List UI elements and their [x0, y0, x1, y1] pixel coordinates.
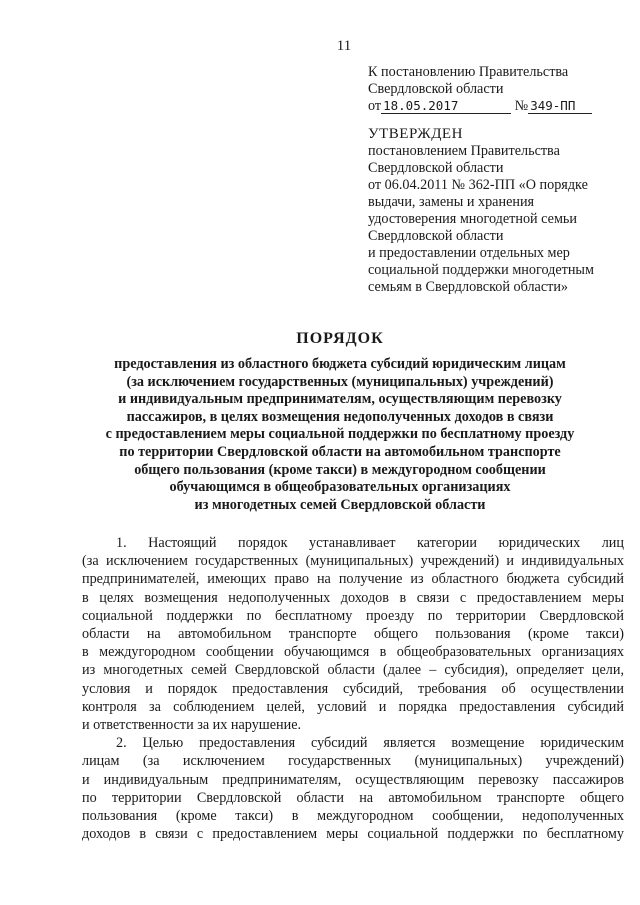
- subtitle-line: общего пользования (кроме такси) в междугородном сообщении: [134, 461, 546, 478]
- number-prefix: №: [514, 98, 529, 114]
- paragraph-line: доходов в связи с предоставлением меры социальной поддержки по бесплатному: [82, 826, 624, 843]
- approval-line: удостоверения многодетной семьи: [368, 211, 577, 227]
- subtitle-line: из многодетных семей Свердловской области: [194, 496, 486, 513]
- attachment-block: [368, 64, 618, 115]
- attachment-line: Свердловской области: [368, 81, 504, 97]
- paragraph-line: в целях возмещения недополученных доходов в связи с предоставлением меры: [82, 589, 624, 606]
- subtitle-line: и индивидуальным предпринимателям, осуществляющим перевозку: [118, 391, 562, 408]
- approval-line: семьям в Свердловской области»: [368, 279, 569, 295]
- paragraph-line: предпринимателей, имеющих право на получение из областного бюджета субсидий: [82, 571, 624, 588]
- paragraph-line: по территории Свердловской области на автомобильном транспорте общего: [82, 789, 624, 806]
- subtitle-line: пассажиров, в целях возмещения недополученных доходов в связи: [126, 408, 554, 425]
- subtitle-line: обучающимся в общеобразовательных организациях: [169, 479, 511, 496]
- subtitle-line: с предоставлением меры социальной поддержки по бесплатному проезду: [105, 426, 575, 443]
- paragraph-line: 2. Целью предоставления субсидий является возмещение юридическим: [116, 735, 624, 752]
- approval-line: Свердловской области: [368, 228, 504, 244]
- subtitle-line: по территории Свердловской области на автомобильном транспорте: [119, 443, 561, 460]
- paragraph-line: лицам (за исключением государственных (муниципальных) учреждений): [82, 753, 624, 770]
- date-value: 18.05.2017: [381, 99, 511, 114]
- paragraph-line: пользования (кроме такси) в междугородном сообщении, недополученных: [82, 808, 624, 825]
- paragraph-line: в междугородном сообщении обучающимся в общеобразовательных организациях: [82, 644, 624, 661]
- number-value: 349-ПП: [528, 99, 592, 114]
- document-title-block: [60, 330, 620, 514]
- paragraph-line: социальной поддержки по бесплатному проезду по территории Свердловской: [82, 607, 624, 624]
- approval-line: постановлением Правительства: [368, 143, 560, 159]
- paragraph-2: [82, 734, 624, 843]
- paragraph-line: (за исключением государственных (муниципальных) учреждений) и индивидуальных: [82, 553, 624, 570]
- paragraph-line: области на автомобильном транспорте общего пользования (кроме такси): [82, 626, 624, 643]
- document-title: ПОРЯДОК: [296, 330, 384, 347]
- paragraph-line: и ответственности за их нарушение.: [82, 717, 302, 734]
- date-prefix: от: [368, 98, 382, 114]
- paragraph-1: [82, 534, 624, 734]
- paragraph-line: и индивидуальным предпринимателям, осуществляющим перевозку пассажиров: [82, 771, 624, 788]
- approval-line: от 06.04.2011 № 362-ПП «О порядке: [368, 177, 588, 193]
- paragraph-line: контроля за соблюдением целей, условий и порядка предоставления субсидий: [82, 698, 624, 715]
- paragraph-line: из многодетных семей Свердловской области (далее – субсидия), определяет цели,: [82, 662, 624, 679]
- approval-heading: УТВЕРЖДЕН: [368, 126, 463, 142]
- page-number: 11: [336, 38, 352, 54]
- subtitle-line: (за исключением государственных (муниципальных) учреждений): [126, 373, 554, 390]
- paragraph-line: 1. Настоящий порядок устанавливает категории юридических лиц: [116, 535, 624, 551]
- document-subtitle: [60, 356, 620, 514]
- approval-line: выдачи, замены и хранения: [368, 194, 535, 210]
- attachment-date-line: [368, 98, 618, 115]
- approval-line: Свердловской области: [368, 160, 504, 176]
- paragraph-line: условия и порядок предоставления субсидий, требования об осуществлении: [82, 680, 624, 697]
- subtitle-line: предоставления из областного бюджета субсидий юридическим лицам: [114, 356, 566, 372]
- approval-line: и предоставлении отдельных мер: [368, 245, 570, 261]
- approval-block: [368, 126, 618, 296]
- attachment-line: К постановлению Правительства: [368, 64, 569, 80]
- approval-line: социальной поддержки многодетным: [368, 262, 594, 278]
- document-body: [82, 534, 624, 843]
